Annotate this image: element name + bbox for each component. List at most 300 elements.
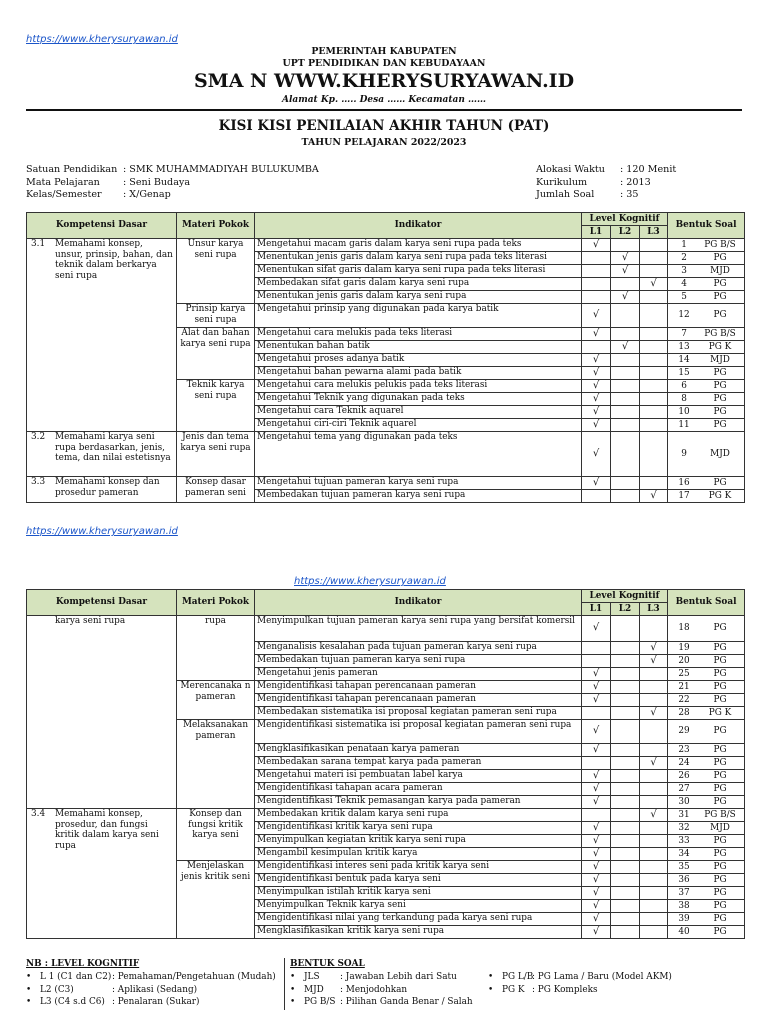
level-l1-cell: √: [582, 861, 611, 874]
kd-cell: [27, 477, 177, 503]
soal-type: PG: [713, 796, 727, 807]
level-l2-cell: √: [611, 341, 640, 354]
soal-number: 12: [678, 310, 690, 321]
bentuk-cell: [668, 757, 745, 770]
soal-number: 16: [678, 477, 690, 488]
indikator-cell: Mengidentifikasi sistematika isi proposal kegiatan pameran seni rupa: [255, 720, 582, 744]
indikator-cell: Mengidentifikasi tahapan acara pameran: [255, 783, 582, 796]
meta-label: Alokasi Waktu: [536, 164, 605, 175]
soal-type: PG: [713, 655, 727, 666]
indikator-cell: Mengidentifikasi tahapan perencanaan pameran: [255, 681, 582, 694]
soal-type: PG: [713, 681, 727, 692]
level-l1-cell: √: [582, 900, 611, 913]
source-link-page2[interactable]: https://www.kherysuryawan.id: [294, 576, 446, 587]
indikator-cell: Mengetahui ciri-ciri Teknik aquarel: [255, 419, 582, 432]
kd-number: 3.3: [31, 477, 46, 487]
bentuk-cell: [668, 406, 745, 419]
bentuk-legend-title: BENTUK SOAL: [290, 959, 365, 969]
soal-number: 13: [678, 341, 690, 352]
soal-type: PG: [713, 874, 727, 885]
bentuk-cell: [668, 926, 745, 939]
bentuk-cell: [668, 419, 745, 432]
level-l1-cell: [582, 757, 611, 770]
soal-type: PG: [713, 477, 727, 488]
level-legend-title: NB : LEVEL KOGNITIF: [26, 959, 140, 969]
level-l2-cell: [611, 278, 640, 291]
indikator-cell: Mengambil kesimpulan kritik karya: [255, 848, 582, 861]
col-bentuk: Bentuk Soal: [668, 213, 745, 239]
gov-line: PEMERINTAH KABUPATEN: [311, 46, 457, 57]
bentuk-cell: [668, 707, 745, 720]
indikator-cell: Mengetahui materi isi pembuatan label karya: [255, 770, 582, 783]
level-l2-cell: [611, 913, 640, 926]
soal-type: PG K: [708, 490, 732, 501]
level-l3-cell: [640, 681, 668, 694]
soal-number: 40: [678, 926, 690, 937]
indikator-cell: Menentukan sifat garis dalam karya seni rupa pada teks literasi: [255, 265, 582, 278]
legend-key: MJD: [304, 984, 324, 995]
legend-value: : Jawaban Lebih dari Satu: [340, 971, 457, 982]
level-l1-cell: √: [582, 668, 611, 681]
level-l3-cell: √: [640, 757, 668, 770]
col-l2: L2: [611, 603, 640, 616]
legend-value: : PG Kompleks: [532, 984, 598, 995]
level-l2-cell: [611, 900, 640, 913]
level-l3-cell: [640, 328, 668, 341]
dept-line: UPT PENDIDIKAN DAN KEBUDAYAAN: [282, 58, 486, 69]
col-bentuk: Bentuk Soal: [668, 590, 745, 616]
materi-cell: Prinsip karya seni rupa: [177, 304, 255, 328]
level-l2-cell: [611, 616, 640, 642]
level-l2-cell: [611, 419, 640, 432]
soal-number: 11: [678, 419, 690, 430]
soal-type: PG: [713, 291, 727, 302]
legend-value: : Aplikasi (Sedang): [112, 984, 198, 995]
level-l3-cell: [640, 822, 668, 835]
level-l1-cell: [582, 341, 611, 354]
soal-type: PG: [713, 848, 727, 859]
bentuk-cell: [668, 354, 745, 367]
soal-type: PG: [713, 861, 727, 872]
kisi-table-1: [26, 212, 745, 503]
level-l2-cell: [611, 848, 640, 861]
col-l1: L1: [582, 603, 611, 616]
level-l2-cell: [611, 887, 640, 900]
indikator-cell: Menyimpulkan kegiatan kritik karya seni rupa: [255, 835, 582, 848]
kd-number: 3.4: [31, 809, 46, 819]
level-l2-cell: [611, 835, 640, 848]
level-l1-cell: √: [582, 796, 611, 809]
indikator-cell: Mengidentifikasi interes seni pada kritik karya seni: [255, 861, 582, 874]
kisi-table-2: [26, 589, 745, 939]
legend-value: : PG Lama / Baru (Model AKM): [532, 972, 672, 982]
indikator-cell: Membedakan sifat garis dalam karya seni rupa: [255, 278, 582, 291]
level-l2-cell: [611, 694, 640, 707]
materi-cell: Merencanaka n pameran: [177, 681, 255, 720]
level-l1-cell: [582, 707, 611, 720]
soal-type: PG: [713, 770, 727, 781]
bentuk-cell: [668, 913, 745, 926]
soal-number: 35: [678, 861, 690, 872]
bentuk-cell: [668, 655, 745, 668]
legend-key: L2 (C3): [40, 984, 74, 995]
soal-number: 22: [678, 694, 690, 705]
legend-value: : Penalaran (Sukar): [112, 997, 200, 1008]
level-l1-cell: √: [582, 616, 611, 642]
level-l2-cell: [611, 681, 640, 694]
level-l3-cell: [640, 341, 668, 354]
indikator-cell: Mengetahui tujuan pameran karya seni rupa: [255, 477, 582, 490]
level-l2-cell: [611, 655, 640, 668]
soal-type: PG: [713, 900, 727, 911]
bentuk-cell: [668, 393, 745, 406]
level-l1-cell: √: [582, 887, 611, 900]
bentuk-cell: [668, 477, 745, 490]
soal-type: MJD: [710, 354, 730, 365]
level-l2-cell: [611, 406, 640, 419]
soal-type: PG: [713, 419, 727, 430]
bentuk-cell: [668, 809, 745, 822]
source-link-mid[interactable]: https://www.kherysuryawan.id: [26, 526, 178, 537]
indikator-cell: Mengetahui Teknik yang digunakan pada teks: [255, 393, 582, 406]
col-materi: Materi Pokok: [177, 590, 255, 616]
level-l3-cell: [640, 393, 668, 406]
soal-number: 33: [678, 835, 690, 846]
level-l1-cell: [582, 655, 611, 668]
bentuk-cell: [668, 681, 745, 694]
level-l3-cell: [640, 432, 668, 477]
level-l2-cell: [611, 757, 640, 770]
level-l1-cell: [582, 265, 611, 278]
bentuk-cell: [668, 490, 745, 503]
level-l3-cell: [640, 720, 668, 744]
indikator-cell: Mengklasifikasikan kritik karya seni rupa: [255, 926, 582, 939]
soal-number: 15: [678, 367, 690, 378]
level-l3-cell: [640, 913, 668, 926]
legend-key: L3 (C4 s.d C6): [40, 997, 105, 1008]
level-l1-cell: √: [582, 419, 611, 432]
indikator-cell: Membedakan kritik dalam karya seni rupa: [255, 809, 582, 822]
page-title: KISI KISI PENILAIAN AKHIR TAHUN (PAT): [218, 118, 550, 134]
bentuk-cell: [668, 341, 745, 354]
indikator-cell: Menyimpulkan Teknik karya seni: [255, 900, 582, 913]
materi-cell: Menjelaskan jenis kritik seni: [177, 861, 255, 939]
col-materi: Materi Pokok: [177, 213, 255, 239]
meta-value: : 120 Menit: [620, 164, 677, 175]
indikator-cell: Mengetahui proses adanya batik: [255, 354, 582, 367]
bentuk-cell: [668, 278, 745, 291]
bentuk-cell: [668, 616, 745, 642]
level-l3-cell: [640, 265, 668, 278]
level-l3-cell: [640, 367, 668, 380]
level-l2-cell: √: [611, 252, 640, 265]
level-l1-cell: [582, 252, 611, 265]
soal-number: 21: [678, 681, 690, 692]
level-l1-cell: √: [582, 328, 611, 341]
soal-number: 3: [681, 265, 687, 276]
soal-type: PG K: [708, 341, 732, 352]
soal-type: PG: [713, 913, 727, 924]
materi-cell: Teknik karya seni rupa: [177, 380, 255, 432]
indikator-cell: Menyimpulkan istilah kritik karya seni: [255, 887, 582, 900]
level-l2-cell: [611, 874, 640, 887]
level-l2-cell: [611, 783, 640, 796]
soal-number: 32: [678, 822, 690, 833]
level-l1-cell: √: [582, 783, 611, 796]
bentuk-cell: [668, 380, 745, 393]
soal-number: 19: [678, 642, 690, 653]
level-l3-cell: √: [640, 655, 668, 668]
level-l1-cell: √: [582, 380, 611, 393]
soal-number: 28: [678, 707, 690, 718]
meta-right: [536, 164, 676, 202]
level-l1-cell: √: [582, 720, 611, 744]
bentuk-cell: [668, 694, 745, 707]
level-l3-cell: [640, 848, 668, 861]
level-l2-cell: [611, 720, 640, 744]
soal-type: PG: [713, 926, 727, 937]
col-indikator: Indikator: [255, 590, 582, 616]
level-l2-cell: √: [611, 291, 640, 304]
soal-number: 37: [678, 887, 690, 898]
level-l2-cell: [611, 707, 640, 720]
indikator-cell: Mengetahui macam garis dalam karya seni rupa pada teks: [255, 239, 582, 252]
kd-text: Memahami konsep dan prosedur pameran: [55, 477, 160, 498]
soal-number: 39: [678, 913, 690, 924]
bentuk-cell: [668, 848, 745, 861]
soal-number: 8: [681, 393, 687, 404]
header-divider: [26, 109, 742, 111]
level-l1-cell: √: [582, 239, 611, 252]
col-l3: L3: [640, 603, 668, 616]
kd-text: Memahami konsep, prosedur, dan fungsi kritik dalam karya seni rupa: [55, 809, 159, 851]
indikator-cell: Mengidentifikasi kritik karya seni rupa: [255, 822, 582, 835]
soal-type: PG: [713, 887, 727, 898]
kd-cell: [27, 616, 177, 809]
bentuk-cell: [668, 744, 745, 757]
soal-number: 4: [681, 278, 687, 289]
level-l3-cell: [640, 354, 668, 367]
bentuk-cell: [668, 887, 745, 900]
bentuk-cell: [668, 668, 745, 681]
level-l3-cell: [640, 926, 668, 939]
soal-number: 1: [681, 239, 687, 250]
soal-type: MJD: [710, 448, 730, 459]
meta-label: Satuan Pendidikan: [26, 164, 118, 175]
kd-text: Memahami karya seni rupa berdasarkan, jenis, tema, dan nilai estetisnya: [55, 432, 171, 464]
level-l3-cell: √: [640, 278, 668, 291]
level-l3-cell: [640, 304, 668, 328]
level-l3-cell: [640, 861, 668, 874]
soal-number: 29: [678, 726, 690, 737]
meta-left: [26, 164, 319, 202]
col-level: Level Kognitif: [582, 213, 668, 226]
kd-cell: [27, 432, 177, 477]
legend-value: : Pilihan Ganda Benar / Salah: [340, 997, 473, 1008]
meta-value: : X/Genap: [123, 189, 171, 200]
soal-number: 20: [678, 655, 690, 666]
soal-type: PG: [713, 310, 727, 321]
soal-type: PG B/S: [704, 328, 736, 339]
soal-number: 2: [681, 252, 687, 263]
level-l2-cell: [611, 796, 640, 809]
level-l1-cell: [582, 490, 611, 503]
meta-label: Jumlah Soal: [536, 189, 595, 200]
materi-cell: Jenis dan tema karya seni rupa: [177, 432, 255, 477]
soal-number: 38: [678, 900, 690, 911]
level-l3-cell: [640, 835, 668, 848]
legend-key: JLS: [304, 971, 320, 982]
indikator-cell: Mengetahui jenis pameran: [255, 668, 582, 681]
bentuk-cell: [668, 239, 745, 252]
soal-type: PG: [713, 278, 727, 289]
level-l1-cell: √: [582, 822, 611, 835]
level-l2-cell: [611, 861, 640, 874]
level-l1-cell: [582, 642, 611, 655]
bentuk-cell: [668, 900, 745, 913]
indikator-cell: Membedakan tujuan pameran karya seni rupa: [255, 655, 582, 668]
bentuk-cell: [668, 291, 745, 304]
soal-number: 27: [678, 783, 690, 794]
bentuk-cell: [668, 796, 745, 809]
level-l1-cell: √: [582, 694, 611, 707]
footer-divider: [284, 958, 285, 1010]
level-l1-cell: √: [582, 681, 611, 694]
level-l3-cell: [640, 380, 668, 393]
soal-type: PG: [713, 623, 727, 634]
soal-number: 5: [681, 291, 687, 302]
soal-number: 14: [678, 354, 690, 365]
legend-value: : Menjodohkan: [340, 984, 408, 995]
level-l1-cell: [582, 809, 611, 822]
materi-cell: rupa: [177, 616, 255, 681]
academic-year: TAHUN PELAJARAN 2022/2023: [301, 137, 467, 148]
col-level: Level Kognitif: [582, 590, 668, 603]
meta-value: : 2013: [620, 176, 651, 188]
indikator-cell: Mengetahui prinsip yang digunakan pada karya batik: [255, 304, 582, 328]
kd-cell: [27, 809, 177, 939]
col-l1: L1: [582, 226, 611, 239]
level-l3-cell: [640, 874, 668, 887]
indikator-cell: Membedakan tujuan pameran karya seni rupa: [255, 490, 582, 503]
soal-number: 25: [678, 668, 690, 679]
kd-cell: [27, 239, 177, 432]
materi-cell: Alat dan bahan karya seni rupa: [177, 328, 255, 380]
level-l3-cell: [640, 477, 668, 490]
bentuk-cell: [668, 328, 745, 341]
table-row: [27, 809, 745, 822]
col-kd: Kompetensi Dasar: [27, 590, 177, 616]
indikator-cell: Mengidentifikasi tahapan perencanaan pameran: [255, 694, 582, 707]
level-l2-cell: [611, 328, 640, 341]
bentuk-cell: [668, 874, 745, 887]
soal-number: 6: [681, 380, 687, 391]
bentuk-cell: [668, 822, 745, 835]
indikator-cell: Menyimpulkan tujuan pameran karya seni rupa yang bersifat komersil: [255, 616, 582, 642]
level-l1-cell: √: [582, 913, 611, 926]
kd-text: karya seni rupa: [55, 616, 126, 626]
legend-key: L 1 (C1 dan C2): [40, 971, 112, 982]
indikator-cell: Mengetahui cara Teknik aquarel: [255, 406, 582, 419]
level-l1-cell: [582, 278, 611, 291]
bentuk-cell: [668, 835, 745, 848]
level-l2-cell: [611, 380, 640, 393]
level-l3-cell: [640, 887, 668, 900]
soal-number: 9: [681, 448, 687, 459]
soal-number: 26: [678, 770, 690, 781]
level-l1-cell: √: [582, 304, 611, 328]
level-l1-cell: √: [582, 835, 611, 848]
soal-type: PG B/S: [704, 809, 736, 820]
level-l2-cell: [611, 642, 640, 655]
soal-type: PG: [713, 252, 727, 263]
indikator-cell: Mengidentifikasi bentuk pada karya seni: [255, 874, 582, 887]
bentuk-cell: [668, 252, 745, 265]
bentuk-cell: [668, 783, 745, 796]
indikator-cell: Menentukan bahan batik: [255, 341, 582, 354]
indikator-cell: Mengklasifikasikan penataan karya pameran: [255, 744, 582, 757]
indikator-cell: Menentukan jenis garis dalam karya seni rupa pada teks literasi: [255, 252, 582, 265]
indikator-cell: Menganalisis kesalahan pada tujuan pameran karya seni rupa: [255, 642, 582, 655]
level-l2-cell: [611, 354, 640, 367]
materi-cell: Konsep dan fungsi kritik karya seni: [177, 809, 255, 861]
soal-type: PG: [713, 642, 727, 653]
level-l3-cell: [640, 694, 668, 707]
meta-label: Kurikulum: [536, 176, 588, 188]
level-l3-cell: [640, 900, 668, 913]
indikator-cell: Membedakan sistematika isi proposal kegiatan pameran seni rupa: [255, 707, 582, 720]
indikator-cell: Mengidentifikasi Teknik pemasangan karya pada pameran: [255, 796, 582, 809]
level-l3-cell: [640, 770, 668, 783]
level-l1-cell: √: [582, 770, 611, 783]
level-l2-cell: [611, 809, 640, 822]
soal-type: PG: [713, 783, 727, 794]
footer-level: NB : LEVEL KOGNITIF • L 1 (C1 dan C2) : Pemahaman/Pengetahuan (Mudah) • L2 (C3) : Aplikasi (Sedang) • L3 (C4 s.d C6) : Penalaran (Sukar): [26, 959, 276, 1008]
soal-type: PG: [713, 757, 727, 768]
soal-type: PG B/S: [704, 239, 736, 250]
level-l3-cell: √: [640, 707, 668, 720]
table-row: [27, 477, 745, 490]
level-l2-cell: [611, 490, 640, 503]
materi-cell: Melaksanakan pameran: [177, 720, 255, 809]
indikator-cell: Mengetahui cara melukis pada teks literasi: [255, 328, 582, 341]
meta-value: : Seni Budaya: [123, 176, 191, 188]
level-l2-cell: [611, 477, 640, 490]
bentuk-cell: [668, 642, 745, 655]
meta-value: : 35: [620, 189, 639, 200]
table-row: [27, 432, 745, 477]
col-indikator: Indikator: [255, 213, 582, 239]
col-l2: L2: [611, 226, 640, 239]
soal-type: PG: [713, 744, 727, 755]
materi-cell: Konsep dasar pameran seni: [177, 477, 255, 503]
level-l1-cell: √: [582, 432, 611, 477]
soal-number: 24: [678, 757, 690, 768]
level-l1-cell: √: [582, 744, 611, 757]
level-l3-cell: √: [640, 490, 668, 503]
soal-number: 31: [678, 809, 690, 820]
source-link-top[interactable]: https://www.kherysuryawan.id: [26, 34, 178, 45]
soal-type: MJD: [710, 265, 730, 276]
bentuk-cell: [668, 770, 745, 783]
level-l1-cell: √: [582, 367, 611, 380]
level-l1-cell: √: [582, 393, 611, 406]
soal-number: 17: [678, 490, 690, 501]
soal-type: PG: [713, 380, 727, 391]
level-l3-cell: [640, 419, 668, 432]
soal-number: 18: [678, 623, 690, 634]
soal-type: PG: [713, 393, 727, 404]
